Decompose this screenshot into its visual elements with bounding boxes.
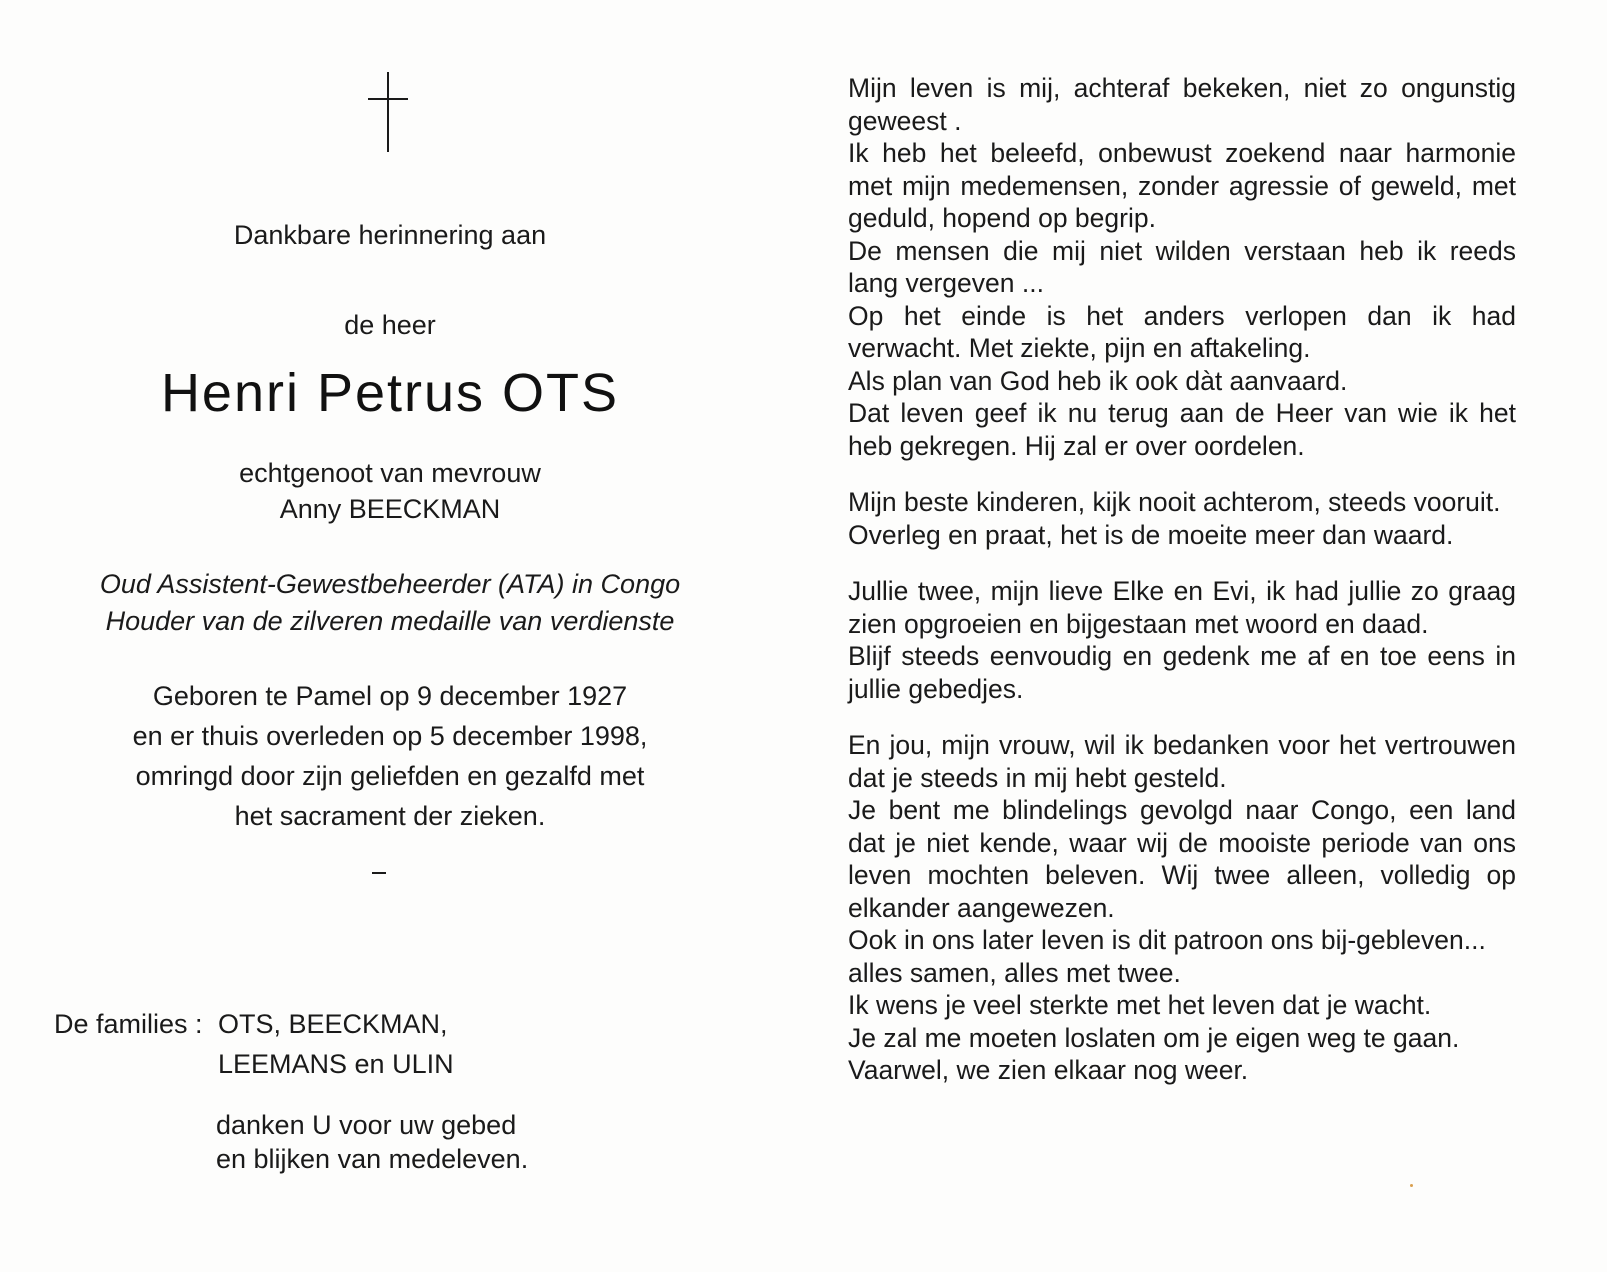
text-line: Vaarwel, we zien elkaar nog weer.: [848, 1055, 1249, 1085]
text-line: Blijf steeds eenvoudig en gedenk me af en toe eens in jullie gebedjes.: [848, 641, 1516, 704]
text-line: Op het einde is het anders verlopen dan ik had verwacht. Met ziekte, pijn en aftakeling.: [848, 300, 1516, 363]
spouse-name: Anny BEECKMAN: [279, 494, 501, 524]
cross-icon: [368, 72, 408, 152]
born-line: en er thuis overleden op 5 december 1998,: [132, 721, 648, 751]
birth-death-block: [0, 676, 780, 836]
paragraph: [848, 486, 1516, 551]
paragraph: [848, 575, 1516, 705]
paper-speck: [1410, 1184, 1413, 1187]
families-line: OTS, BEECKMAN,: [218, 1009, 448, 1039]
born-line: het sacrament der zieken.: [234, 801, 546, 831]
text-line: alles samen, alles met twee.: [848, 957, 1181, 988]
divider: [372, 872, 386, 874]
text-line: Mijn leven is mij, achteraf bekeken, niet zo ongunstig geweest .: [848, 73, 1516, 136]
honorific: de heer: [344, 310, 436, 340]
text-line: Ook in ons later leven is dit patroon ons bij-gebleven...: [848, 925, 1486, 955]
role-line: Houder van de zilveren medaille van verdienste: [105, 606, 675, 636]
born-line: omringd door zijn geliefden en gezalfd met: [135, 761, 645, 791]
text-line: Ik heb het beleefd, onbewust zoekend naar harmonie met mijn medemensen, zonder agressie of geweld, met geduld, hopend op begrip.: [848, 138, 1516, 233]
families-names: [218, 1004, 454, 1084]
spouse-line: echtgenoot van mevrouw: [239, 458, 541, 488]
families-line: LEEMANS en ULIN: [218, 1049, 454, 1079]
deceased-name: Henri Petrus OTS: [160, 363, 620, 423]
text-line: Jullie twee, mijn lieve Elke en Evi, ik had jullie zo graag zien opgroeien en bijgestaan met woord en daad.: [848, 576, 1516, 639]
intro-text: Dankbare herinnering aan: [233, 220, 547, 250]
role-line: Oud Assistent-Gewestbeheerder (ATA) in Congo: [99, 569, 681, 599]
thanks-line: en blijken van medeleven.: [216, 1144, 529, 1174]
text-line: Als plan van God heb ik ook dàt aanvaard.: [848, 365, 1348, 396]
text-line: Overleg en praat, het is de moeite meer dan waard.: [848, 519, 1454, 550]
born-line: Geboren te Pamel op 9 december 1927: [152, 681, 628, 711]
thanks-line: danken U voor uw gebed: [216, 1110, 517, 1140]
thanks-block: [216, 1108, 528, 1176]
text-line: Je zal me moeten loslaten om je eigen weg te gaan.: [848, 1022, 1460, 1053]
right-panel: [848, 72, 1516, 1087]
text-line: Mijn beste kinderen, kijk nooit achterom, steeds vooruit.: [848, 487, 1501, 517]
left-panel: [0, 0, 790, 1272]
text-line: De mensen die mij niet wilden verstaan heb ik reeds lang vergeven ...: [848, 235, 1516, 298]
paragraph: [848, 72, 1516, 462]
text-line: En jou, mijn vrouw, wil ik bedanken voor het vertrouwen dat je steeds in mij hebt gesteld.: [848, 730, 1516, 793]
text-line: Ik wens je veel sterkte met het leven dat je wacht.: [848, 990, 1432, 1020]
text-line: Dat leven geef ik nu terug aan de Heer van wie ik het heb gekregen. Hij zal er over oordelen.: [848, 398, 1516, 461]
text-line: Je bent me blindelings gevolgd naar Congo, een land dat je niet kende, waar wij de mooiste periode van ons leven mochten beleven. Wij twee alleen, volledig op elkander aangewezen.: [848, 795, 1516, 923]
paragraph: [848, 729, 1516, 1087]
families-label: De families :: [54, 1009, 203, 1039]
